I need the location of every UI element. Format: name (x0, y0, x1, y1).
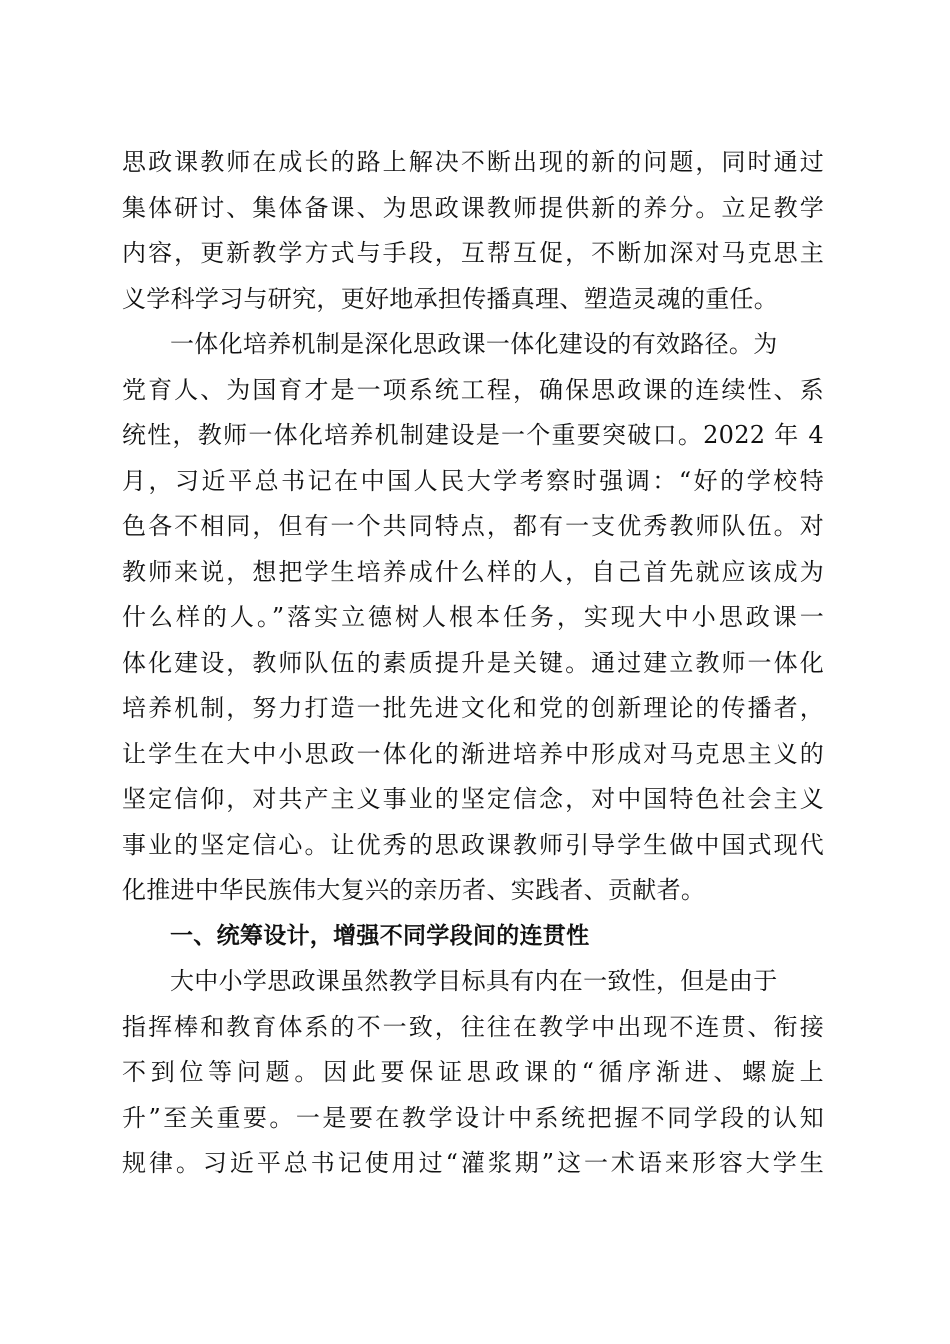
text-line: 让学生在大中小思政一体化的渐进培养中形成对马克思主义的 (122, 739, 824, 768)
text-line: 指挥棒和教育体系的不一致，往往在教学中出现不连贯、衔接 (122, 1012, 824, 1041)
text-line: 思政课教师在成长的路上解决不断出现的新的问题，同时通过 (122, 148, 824, 176)
document-body (122, 140, 824, 1187)
paragraph-continuation (122, 140, 824, 322)
text-line: 教师来说，想把学生培养成什么样的人，自己首先就应该成为 (122, 557, 824, 586)
text-line: 月，习近平总书记在中国人民大学考察时强调：“好的学校特 (122, 466, 824, 495)
text-line: 大中小学思政课虽然教学目标具有内在一致性，但是由于 (170, 967, 778, 995)
text-line: 规律。习近平总书记使用过“灌浆期”这一术语来形容大学生 (122, 1149, 824, 1177)
text-line: 培养机制，努力打造一批先进文化和党的创新理论的传播者， (122, 694, 824, 722)
text-line: 什么样的人。”落实立德树人根本任务，实现大中小思政课一 (122, 603, 824, 631)
text-line: 化推进中华民族伟大复兴的亲历者、实践者、贡献者。 (122, 876, 706, 904)
section-heading: 一、统筹设计，增强不同学段间的连贯性 (170, 922, 590, 949)
text-line: 集体研讨、集体备课、为思政课教师提供新的养分。立足教学 (122, 193, 824, 222)
text-line: 统性，教师一体化培养机制建设是一个重要突破口。2022 年 4 (122, 421, 824, 449)
text-line: 义学科学习与研究，更好地承担传播真理、塑造灵魂的重任。 (122, 284, 779, 313)
paragraph-coherence (122, 959, 824, 1187)
text-line: 内容，更新教学方式与手段，互帮互促，不断加深对马克思主 (122, 239, 824, 267)
text-line: 不到位等问题。因此要保证思政课的“循序渐进、螺旋上 (122, 1058, 824, 1086)
text-line: 坚定信仰，对共产主义事业的坚定信念，对中国特色社会主义 (122, 785, 824, 813)
text-line: 升”至关重要。一是要在教学设计中系统把握不同学段的认知 (122, 1103, 824, 1132)
text-line: 党育人、为国育才是一项系统工程，确保思政课的连续性、系 (122, 375, 824, 404)
paragraph-training-mechanism (122, 322, 824, 914)
text-line: 事业的坚定信心。让优秀的思政课教师引导学生做中国式现代 (122, 830, 824, 859)
text-line: 一体化培养机制是深化思政课一体化建设的有效路径。为 (170, 330, 778, 358)
text-line: 色各不相同，但有一个共同特点，都有一支优秀教师队伍。对 (122, 512, 824, 540)
text-line: 体化建设，教师队伍的素质提升是关键。通过建立教师一体化 (122, 648, 824, 677)
